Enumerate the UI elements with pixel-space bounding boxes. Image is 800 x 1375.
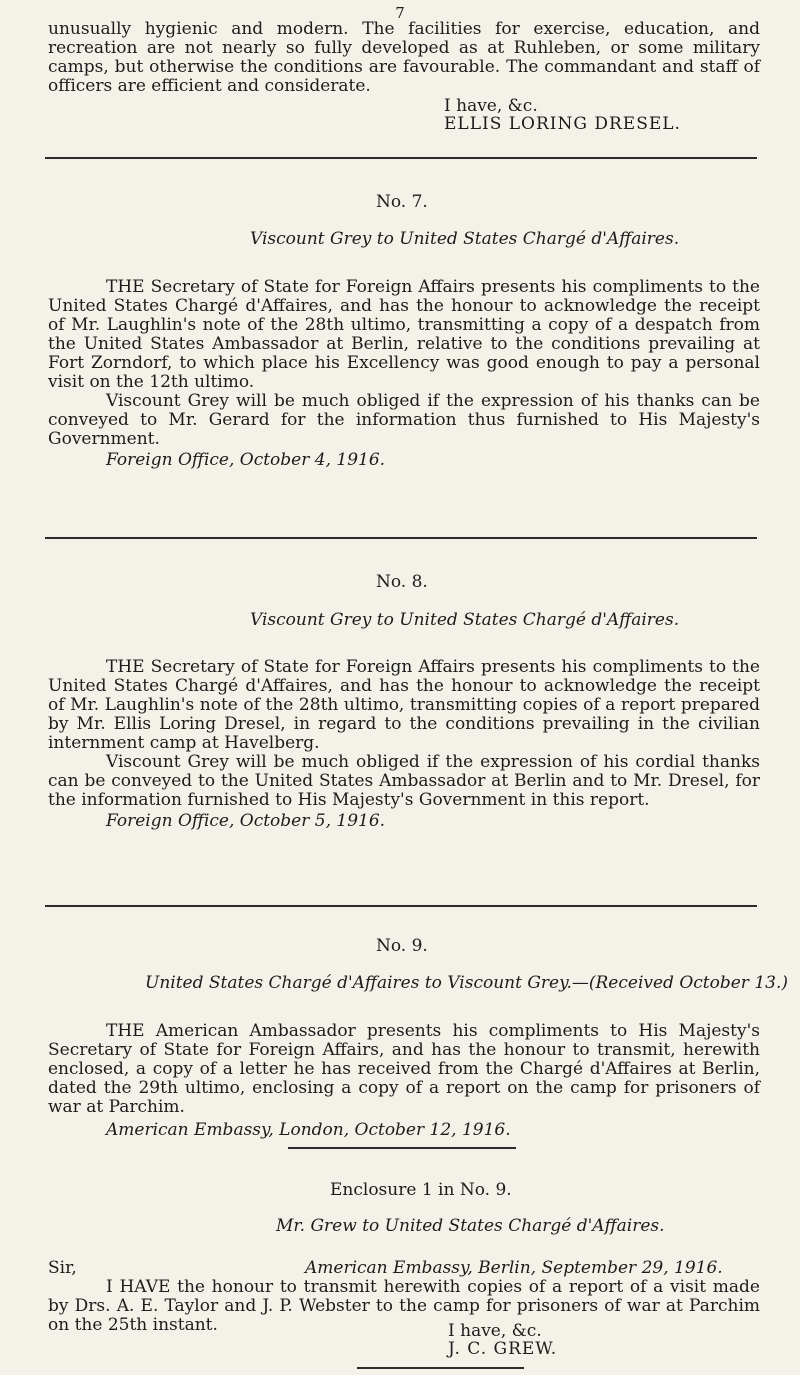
enclosure-closing: I have, &c. <box>448 1321 542 1341</box>
doc8-body <box>48 658 760 831</box>
enclosure-dateline: American Embassy, Berlin, September 29, 1916. <box>305 1258 723 1278</box>
enclosure-heading: Enclosure 1 in No. 9. <box>330 1180 512 1200</box>
enclosure-salutation: Sir, <box>48 1258 77 1278</box>
intro-paragraph <box>48 20 760 96</box>
doc8-paragraph-1: THE Secretary of State for Foreign Affairs presents his compliments to the United States Chargé d'Affaires, and has the honour to acknowledge the receipt of Mr. Laughlin's note of the 28th ultimo, transmitting copies of a report prepared by Mr. Ellis Loring Dresel, in regard to the conditions prevailing in the civilian internment camp at Havelberg. <box>48 657 760 753</box>
short-divider-rule <box>288 1147 516 1149</box>
doc7-paragraph-2: Viscount Grey will be much obliged if the expression of his thanks can be conveyed to Mr. Gerard for the information thus furnished to His Majesty's Government. <box>48 391 760 449</box>
doc9-title: United States Chargé d'Affaires to Viscount Grey.—(Received October 13.) <box>145 973 788 993</box>
doc8-title: Viscount Grey to United States Chargé d'Affaires. <box>250 610 680 630</box>
page-number: 7 <box>395 4 405 22</box>
doc8-dateline: Foreign Office, October 5, 1916. <box>106 811 386 831</box>
doc8-number: No. 8. <box>376 572 428 592</box>
doc7-number: No. 7. <box>376 192 428 212</box>
doc8-paragraph-2: Viscount Grey will be much obliged if the expression of his cordial thanks can be conveyed to the United States Ambassador at Berlin and to Mr. Dresel, for the information furnished to His Majesty's Government in this report. <box>48 752 760 810</box>
divider-rule <box>45 157 757 159</box>
doc9-paragraph-1: THE American Ambassador presents his compliments to His Majesty's Secretary of State for Foreign Affairs, and has the honour to transmit, herewith enclosed, a copy of a letter he has received from the Chargé d'Affaires at Berlin, dated the 29th ultimo, enclosing a copy of a report on the camp for prisoners of war at Parchim. <box>48 1021 760 1117</box>
doc7-paragraph-1: THE Secretary of State for Foreign Affairs presents his compliments to the United States Chargé d'Affaires, and has the honour to acknowledge the receipt of Mr. Laughlin's note of the 28th ultimo, transmitting a copy of a despatch from the United States Ambassador at Berlin, relative to the conditions prevailing at Fort Zorndorf, to which place his Excellency was good enough to pay a personal visit on the 12th ultimo. <box>48 277 760 392</box>
enclosure-signature: J. C. GREW. <box>448 1339 558 1359</box>
divider-rule <box>45 905 757 907</box>
end-rule <box>357 1367 524 1369</box>
doc9-dateline: American Embassy, London, October 12, 1916. <box>106 1120 511 1140</box>
enclosure-body <box>48 1278 760 1335</box>
divider-rule <box>45 537 757 539</box>
doc9-number: No. 9. <box>376 936 428 956</box>
intro-text: unusually hygienic and modern. The facilities for exercise, education, and recreation are not nearly so fully developed as at Ruhleben, or some military camps, but otherwise the conditions are favourable. The commandant and staff of officers are efficient and considerate. <box>48 19 760 96</box>
doc7-title: Viscount Grey to United States Chargé d'Affaires. <box>250 229 680 249</box>
doc7-dateline: Foreign Office, October 4, 1916. <box>106 450 386 470</box>
enclosure-title: Mr. Grew to United States Chargé d'Affaires. <box>276 1216 665 1236</box>
doc7-body <box>48 278 760 470</box>
intro-closing: I have, &c. <box>444 96 538 116</box>
enclosure-paragraph-1: I HAVE the honour to transmit herewith copies of a report of a visit made by Drs. A. E. Taylor and J. P. Webster to the camp for prisoners of war at Parchim on the 25th instant. <box>48 1277 760 1335</box>
doc9-body <box>48 1022 760 1140</box>
intro-signature: ELLIS LORING DRESEL. <box>444 114 681 134</box>
